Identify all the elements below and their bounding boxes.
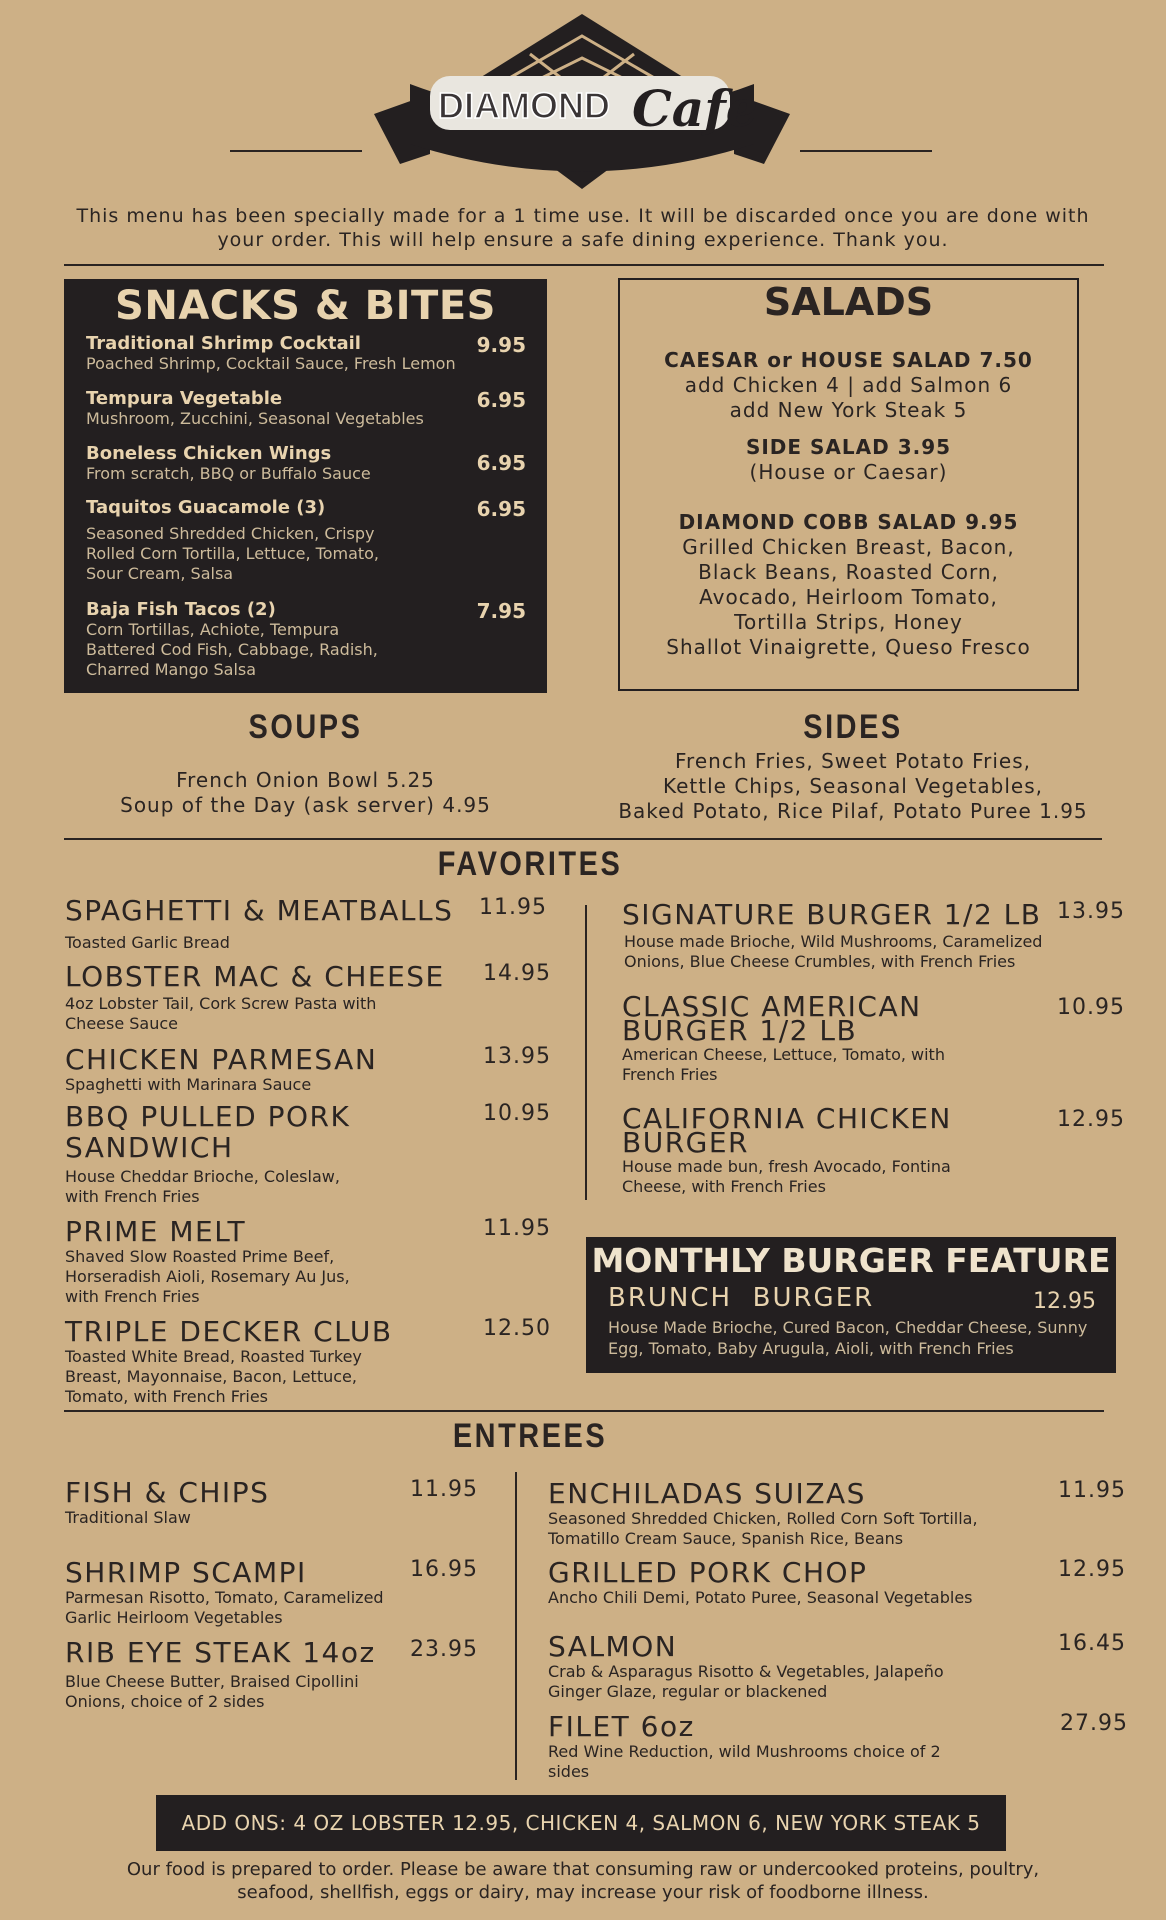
feature-price: 12.95 xyxy=(1033,1289,1096,1314)
list-item xyxy=(65,1100,551,1207)
item-price: 11.95 xyxy=(410,1477,478,1502)
item-name: Tempura Vegetable xyxy=(86,388,283,409)
item-name: SIGNATURE BURGER 1/2 LB xyxy=(622,898,1042,931)
item-price: 23.95 xyxy=(410,1637,478,1662)
intro-rule xyxy=(64,264,1104,266)
entrees-divider xyxy=(515,1472,517,1780)
list-item xyxy=(86,388,526,429)
item-name: BBQ PULLED PORK SANDWICH xyxy=(65,1100,351,1164)
item-name: SALMON xyxy=(548,1630,678,1663)
item-price: 10.95 xyxy=(483,1101,551,1126)
entrees-title: ENTREES xyxy=(452,1417,608,1455)
item-price: 14.95 xyxy=(483,961,551,986)
item-name: FILET 6oz xyxy=(548,1710,695,1743)
favorites-title: FAVORITES xyxy=(437,845,623,883)
item-desc: House Cheddar Brioche, Coleslaw, with French Fries xyxy=(65,1167,340,1206)
item-name: GRILLED PORK CHOP xyxy=(548,1556,868,1589)
list-item xyxy=(622,990,1125,1085)
item-name: TRIPLE DECKER CLUB xyxy=(65,1315,393,1348)
item-name: Baja Fish Tacos (2) xyxy=(86,599,276,620)
item-price: 6.95 xyxy=(476,451,526,475)
list-item xyxy=(86,599,526,680)
item-desc: Ancho Chili Demi, Potato Puree, Seasonal Vegetables xyxy=(548,1588,973,1607)
diamond-cafe-logo xyxy=(370,14,794,194)
favorites-rule xyxy=(64,838,1102,840)
item-name: PRIME MELT xyxy=(65,1215,247,1248)
salad-line: Grilled Chicken Breast, Bacon, xyxy=(682,535,1015,559)
sides-line: Baked Potato, Rice Pilaf, Potato Puree 1.95 xyxy=(618,799,1088,823)
item-name: Traditional Shrimp Cocktail xyxy=(86,333,361,354)
item-desc: From scratch, BBQ or Buffalo Sauce xyxy=(86,464,371,483)
item-desc: American Cheese, Lettuce, Tomato, with French Fries xyxy=(622,1045,945,1084)
item-desc: House made bun, fresh Avocado, Fontina Cheese, with French Fries xyxy=(622,1157,951,1196)
list-item xyxy=(86,333,526,374)
item-desc: Parmesan Risotto, Tomato, Caramelized Garlic Heirloom Vegetables xyxy=(65,1588,384,1627)
item-desc: House made Brioche, Wild Mushrooms, Caramelized Onions, Blue Cheese Crumbles, with French Fries xyxy=(624,932,1043,971)
item-price: 9.95 xyxy=(476,333,526,357)
list-item xyxy=(65,1557,485,1628)
salad-line: add Chicken 4 | add Salmon 6 xyxy=(684,373,1013,397)
item-desc: Shaved Slow Roasted Prime Beef, Horseradish Aioli, Rosemary Au Jus, with French Fries xyxy=(65,1247,350,1306)
item-price: 12.50 xyxy=(483,1316,551,1341)
item-desc: Crab & Asparagus Risotto & Vegetables, Jalapeño Ginger Glaze, regular or blackened xyxy=(548,1662,944,1701)
logo-word: DIAMOND xyxy=(438,85,610,126)
sides-title: SIDES xyxy=(803,708,903,746)
item-desc: 4oz Lobster Tail, Cork Screw Pasta with Cheese Sauce xyxy=(65,994,377,1033)
food-safety-notice: Our food is prepared to order. Please be aware that consuming raw or undercooked proteins, poultry, seafood, shellfish, eggs or dairy, may increase your risk of foodborne illness. xyxy=(126,1859,1040,1903)
item-desc: Mushroom, Zucchini, Seasonal Vegetables xyxy=(86,409,424,428)
item-price: 12.95 xyxy=(1057,1107,1125,1132)
list-item xyxy=(65,1477,485,1528)
list-item xyxy=(548,1477,1126,1549)
salad-line: Avocado, Heirloom Tomato, xyxy=(699,585,998,609)
item-desc: Poached Shrimp, Cocktail Sauce, Fresh Lemon xyxy=(86,354,456,373)
intro-text: This menu has been specially made for a 1 time use. It will be discarded once you are done with your order. This will help ensure a safe dining experience. Thank you. xyxy=(76,205,1090,251)
list-item xyxy=(548,1710,1128,1782)
item-desc: Toasted Garlic Bread xyxy=(65,933,230,952)
item-desc: Spaghetti with Marinara Sauce xyxy=(65,1075,312,1094)
item-price: 27.95 xyxy=(1060,1711,1128,1736)
item-price: 11.95 xyxy=(479,895,547,920)
item-name: LOBSTER MAC & CHEESE xyxy=(65,960,445,993)
item-price: 11.95 xyxy=(1058,1478,1126,1503)
list-item xyxy=(548,1556,1126,1608)
item-name: SHRIMP SCAMPI xyxy=(65,1556,307,1589)
item-name: SPAGHETTI & MEATBALLS xyxy=(65,894,454,927)
item-price: 16.95 xyxy=(410,1557,478,1582)
snacks-section xyxy=(64,279,547,693)
add-ons-banner: ADD ONS: 4 OZ LOBSTER 12.95, CHICKEN 4, SALMON 6, NEW YORK STEAK 5 xyxy=(156,1795,1006,1851)
list-item xyxy=(65,895,545,953)
item-price: 11.95 xyxy=(483,1216,551,1241)
item-name: ENCHILADAS SUIZAS xyxy=(548,1477,866,1510)
salads-section xyxy=(618,278,1079,691)
list-item xyxy=(65,1043,551,1095)
header-rule-right xyxy=(800,150,932,152)
salad-line: DIAMOND COBB SALAD 9.95 xyxy=(678,510,1019,534)
item-name: RIB EYE STEAK 14oz xyxy=(65,1636,376,1669)
item-desc: Red Wine Reduction, wild Mushrooms choice of 2 sides xyxy=(548,1742,941,1781)
list-item xyxy=(548,1630,1126,1702)
sides-line: Kettle Chips, Seasonal Vegetables, xyxy=(663,774,1043,798)
item-price: 12.95 xyxy=(1058,1557,1126,1582)
item-name: Taquitos Guacamole (3) xyxy=(86,497,326,518)
feature-title: MONTHLY BURGER FEATURE xyxy=(591,1241,1111,1280)
item-name: CALIFORNIA CHICKEN BURGER xyxy=(622,1102,952,1159)
item-desc: Seasoned Shredded Chicken, Crispy Rolled Corn Tortilla, Lettuce, Tomato, Sour Cream, Salsa xyxy=(86,524,380,583)
favorites-divider xyxy=(585,905,587,1200)
list-item xyxy=(622,898,1125,972)
item-desc: Seasoned Shredded Chicken, Rolled Corn Soft Tortilla, Tomatillo Cream Sauce, Spanish Rice, Beans xyxy=(548,1509,978,1548)
header-rule-left xyxy=(230,150,362,152)
soups-line: Soup of the Day (ask server) 4.95 xyxy=(120,793,491,817)
logo-script: Cafe xyxy=(632,79,758,138)
entrees-rule xyxy=(64,1410,1104,1412)
salad-line: add New York Steak 5 xyxy=(729,398,968,422)
salad-line: Black Beans, Roasted Corn, xyxy=(698,560,999,584)
feature-name: BRUNCH BURGER xyxy=(608,1283,875,1313)
item-name: Boneless Chicken Wings xyxy=(86,443,332,464)
salad-line: Tortilla Strips, Honey xyxy=(734,610,963,634)
soups-title: SOUPS xyxy=(248,708,363,746)
item-desc: Corn Tortillas, Achiote, Tempura Battered Cod Fish, Cabbage, Radish, Charred Mango Salsa xyxy=(86,620,378,679)
soups-line: French Onion Bowl 5.25 xyxy=(176,768,435,792)
item-price: 6.95 xyxy=(476,497,526,521)
list-item xyxy=(622,1102,1125,1197)
salad-line: Shallot Vinaigrette, Queso Fresco xyxy=(666,635,1031,659)
item-desc: Blue Cheese Butter, Braised Cipollini Onions, choice of 2 sides xyxy=(65,1672,359,1711)
list-item xyxy=(65,1215,551,1307)
sides-line: French Fries, Sweet Potato Fries, xyxy=(675,749,1031,773)
list-item xyxy=(86,443,526,484)
item-price: 13.95 xyxy=(483,1044,551,1069)
list-item xyxy=(86,497,526,584)
item-price: 13.95 xyxy=(1057,899,1125,924)
list-item xyxy=(65,1315,551,1407)
item-price: 7.95 xyxy=(476,599,526,623)
salad-line: (House or Caesar) xyxy=(749,460,948,484)
item-name: CHICKEN PARMESAN xyxy=(65,1043,378,1076)
item-desc: Traditional Slaw xyxy=(65,1508,191,1527)
item-price: 6.95 xyxy=(476,388,526,412)
salad-line: SIDE SALAD 3.95 xyxy=(745,435,952,459)
item-name: CLASSIC AMERICAN BURGER 1/2 LB xyxy=(622,990,922,1047)
snacks-title: SNACKS & BITES xyxy=(115,283,496,329)
feature-desc: House Made Brioche, Cured Bacon, Cheddar Cheese, Sunny Egg, Tomato, Baby Arugula, Aioli, with French Fries xyxy=(608,1318,1088,1358)
salad-line: CAESAR or HOUSE SALAD 7.50 xyxy=(664,348,1033,372)
list-item xyxy=(65,1637,485,1712)
item-desc: Toasted White Bread, Roasted Turkey Breast, Mayonnaise, Bacon, Lettuce, Tomato, with French Fries xyxy=(65,1347,362,1406)
item-price: 10.95 xyxy=(1057,995,1125,1020)
monthly-feature xyxy=(586,1237,1116,1373)
list-item xyxy=(65,960,551,1034)
salads-title: SALADS xyxy=(763,280,934,324)
item-name: FISH & CHIPS xyxy=(65,1476,270,1509)
item-price: 16.45 xyxy=(1058,1631,1126,1656)
